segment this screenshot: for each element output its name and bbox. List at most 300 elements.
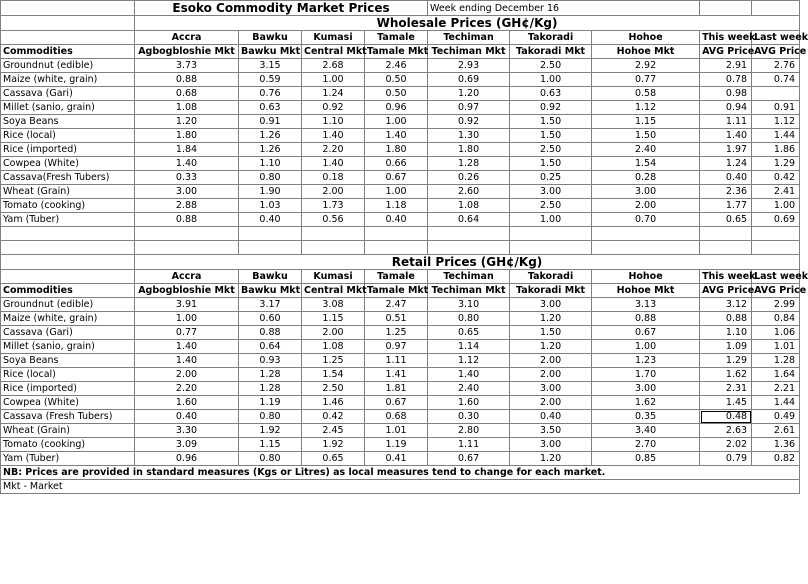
price-cell[interactable]: 0.88 [135,213,239,227]
price-cell[interactable]: 1.40 [135,157,239,171]
price-cell[interactable]: 0.92 [510,101,592,115]
price-cell[interactable]: 1.90 [239,185,302,199]
market-subheader[interactable]: Takoradi Mkt [510,45,592,59]
price-cell[interactable]: 1.00 [135,312,239,326]
price-cell[interactable]: 0.79 [700,452,752,466]
price-cell[interactable]: 2.88 [135,199,239,213]
market-subheader[interactable]: Techiman Mkt [428,284,510,298]
price-cell[interactable]: 0.67 [365,171,428,185]
cell[interactable] [239,241,302,255]
price-cell[interactable]: 1.28 [752,354,800,368]
price-cell[interactable]: 0.35 [592,410,700,424]
price-cell[interactable]: 0.51 [365,312,428,326]
price-cell[interactable]: 1.92 [239,424,302,438]
price-cell[interactable]: 0.67 [365,396,428,410]
price-cell[interactable]: 3.13 [592,298,700,312]
commodity-name[interactable]: Soya Beans [1,115,135,129]
market-header[interactable]: Techiman [428,31,510,45]
commodity-name[interactable]: Cassava(Fresh Tubers) [1,171,135,185]
market-header[interactable]: Hohoe [592,270,700,284]
price-cell[interactable]: 1.40 [302,129,365,143]
price-cell[interactable]: 1.19 [365,438,428,452]
price-cell[interactable]: 1.01 [365,424,428,438]
market-subheader[interactable]: Techiman Mkt [428,45,510,59]
market-header[interactable]: Techiman [428,270,510,284]
price-cell[interactable]: 2.41 [752,185,800,199]
cell[interactable] [1,16,135,31]
price-cell[interactable]: 0.26 [428,171,510,185]
commodity-name[interactable]: Tomato (cooking) [1,199,135,213]
cell[interactable] [510,241,592,255]
price-cell[interactable]: 3.17 [239,298,302,312]
price-cell[interactable]: 0.77 [592,73,700,87]
market-header[interactable]: Takoradi [510,270,592,284]
price-cell[interactable]: 1.08 [135,101,239,115]
price-cell[interactable]: 0.68 [135,87,239,101]
price-cell[interactable]: 0.42 [752,171,800,185]
commodity-name[interactable]: Cowpea (White) [1,396,135,410]
price-cell[interactable]: 0.49 [752,410,800,424]
price-cell[interactable]: 2.00 [510,396,592,410]
commodity-name[interactable]: Millet (sanio, grain) [1,340,135,354]
price-cell[interactable]: 0.18 [302,171,365,185]
price-cell[interactable]: 2.99 [752,298,800,312]
price-cell[interactable]: 0.70 [592,213,700,227]
price-cell[interactable]: 0.80 [239,171,302,185]
price-cell[interactable] [752,87,800,101]
price-cell[interactable]: 1.00 [365,185,428,199]
price-cell[interactable]: 0.50 [365,87,428,101]
price-cell[interactable]: 1.20 [510,312,592,326]
price-cell[interactable]: 2.70 [592,438,700,452]
price-cell[interactable]: 1.00 [510,73,592,87]
price-cell[interactable]: 0.40 [135,410,239,424]
price-cell[interactable]: 1.10 [239,157,302,171]
commodity-name[interactable]: Cassava (Gari) [1,326,135,340]
price-cell[interactable]: 1.12 [428,354,510,368]
price-cell[interactable]: 0.78 [700,73,752,87]
price-cell[interactable]: 2.00 [302,326,365,340]
price-cell[interactable]: 1.60 [428,396,510,410]
market-header[interactable]: Tamale [365,31,428,45]
price-cell[interactable]: 3.50 [510,424,592,438]
price-cell[interactable]: 3.15 [239,59,302,73]
price-cell[interactable]: 0.40 [239,213,302,227]
price-cell[interactable]: 0.63 [239,101,302,115]
market-header[interactable]: Bawku [239,31,302,45]
price-cell[interactable]: 1.50 [592,129,700,143]
abbreviation-note[interactable]: Mkt - Market [1,480,800,494]
price-cell[interactable]: 3.10 [428,298,510,312]
price-cell[interactable]: 3.30 [135,424,239,438]
commodity-name[interactable]: Cassava (Fresh Tubers) [1,410,135,424]
market-subheader[interactable]: Tamale Mkt [365,284,428,298]
footnote[interactable]: NB: Prices are provided in standard measures (Kgs or Litres) as local measures tend to change for each market. [1,466,800,480]
commodity-name[interactable]: Maize (white, grain) [1,312,135,326]
price-cell[interactable]: 1.54 [592,157,700,171]
price-cell[interactable]: 1.62 [700,368,752,382]
price-cell[interactable]: 2.50 [510,199,592,213]
cell[interactable] [700,227,752,241]
price-cell[interactable]: 2.21 [752,382,800,396]
price-cell[interactable]: 0.66 [365,157,428,171]
price-cell[interactable]: 1.23 [592,354,700,368]
market-header[interactable]: Kumasi [302,31,365,45]
price-cell[interactable]: 0.76 [239,87,302,101]
price-cell[interactable]: 0.60 [239,312,302,326]
market-subheader[interactable]: Central Mkt [302,45,365,59]
cell[interactable] [752,1,800,16]
market-header[interactable]: Takoradi [510,31,592,45]
market-subheader[interactable]: Bawku Mkt [239,45,302,59]
price-cell[interactable]: 1.80 [135,129,239,143]
cell[interactable] [1,255,135,270]
price-cell[interactable]: 1.80 [428,143,510,157]
price-cell[interactable]: 2.61 [752,424,800,438]
price-cell[interactable]: 1.20 [135,115,239,129]
price-cell[interactable]: 2.40 [592,143,700,157]
market-header[interactable]: Accra [135,31,239,45]
price-cell[interactable]: 2.00 [510,368,592,382]
commodity-name[interactable]: Rice (imported) [1,143,135,157]
price-cell[interactable]: 0.82 [752,452,800,466]
price-cell[interactable]: 3.00 [510,382,592,396]
commodity-name[interactable]: Wheat (Grain) [1,424,135,438]
price-cell[interactable]: 2.40 [428,382,510,396]
cell[interactable] [1,1,135,16]
cell[interactable] [1,241,135,255]
price-cell[interactable]: 3.40 [592,424,700,438]
price-cell[interactable]: 0.93 [239,354,302,368]
commodity-name[interactable]: Wheat (Grain) [1,185,135,199]
price-cell[interactable]: 0.40 [365,213,428,227]
price-cell[interactable]: 1.44 [752,129,800,143]
price-cell[interactable]: 0.28 [592,171,700,185]
price-cell[interactable]: 0.88 [592,312,700,326]
cell[interactable] [700,1,752,16]
price-cell[interactable]: 0.80 [239,410,302,424]
cell[interactable] [302,241,365,255]
price-cell[interactable]: 3.12 [700,298,752,312]
market-header[interactable]: Kumasi [302,270,365,284]
price-cell[interactable]: 1.64 [752,368,800,382]
price-cell[interactable]: 1.40 [365,129,428,143]
price-cell[interactable]: 3.00 [592,382,700,396]
price-cell[interactable]: 1.62 [592,396,700,410]
price-cell[interactable]: 1.03 [239,199,302,213]
retail-heading[interactable]: Retail Prices (GH¢/Kg) [135,255,800,270]
price-cell[interactable]: 0.48 [700,410,752,424]
price-cell[interactable]: 3.08 [302,298,365,312]
price-cell[interactable]: 0.65 [302,452,365,466]
price-cell[interactable]: 0.67 [592,326,700,340]
price-cell[interactable]: 1.70 [592,368,700,382]
price-cell[interactable]: 0.97 [365,340,428,354]
price-cell[interactable]: 0.50 [365,73,428,87]
market-header[interactable]: Last week [752,270,800,284]
price-cell[interactable]: 2.45 [302,424,365,438]
price-cell[interactable]: 2.20 [135,382,239,396]
price-cell[interactable]: 1.29 [752,157,800,171]
price-cell[interactable]: 1.28 [428,157,510,171]
cell[interactable] [1,227,135,241]
price-cell[interactable]: 0.33 [135,171,239,185]
market-subheader[interactable]: Bawku Mkt [239,284,302,298]
price-cell[interactable]: 2.60 [428,185,510,199]
price-cell[interactable]: 1.36 [752,438,800,452]
price-cell[interactable]: 0.80 [239,452,302,466]
price-cell[interactable]: 1.81 [365,382,428,396]
price-cell[interactable]: 2.91 [700,59,752,73]
price-cell[interactable]: 2.31 [700,382,752,396]
price-cell[interactable]: 3.00 [592,185,700,199]
price-cell[interactable]: 0.85 [592,452,700,466]
cell[interactable] [428,227,510,241]
price-cell[interactable]: 1.73 [302,199,365,213]
price-cell[interactable]: 1.08 [428,199,510,213]
price-cell[interactable]: 1.40 [135,340,239,354]
market-subheader[interactable]: Hohoe Mkt [592,45,700,59]
price-cell[interactable]: 2.47 [365,298,428,312]
price-cell[interactable]: 1.97 [700,143,752,157]
price-cell[interactable]: 1.54 [302,368,365,382]
sheet-title[interactable]: Esoko Commodity Market Prices [135,1,428,16]
commodity-name[interactable]: Groundnut (edible) [1,59,135,73]
price-cell[interactable]: 0.77 [135,326,239,340]
market-header[interactable]: Last week [752,31,800,45]
market-subheader[interactable]: Tamale Mkt [365,45,428,59]
market-header[interactable]: This week [700,270,752,284]
price-cell[interactable]: 3.09 [135,438,239,452]
market-header[interactable]: This week [700,31,752,45]
price-cell[interactable]: 1.10 [302,115,365,129]
price-cell[interactable]: 3.73 [135,59,239,73]
price-cell[interactable]: 1.45 [700,396,752,410]
price-cell[interactable]: 1.26 [239,129,302,143]
price-cell[interactable]: 0.30 [428,410,510,424]
price-cell[interactable]: 1.24 [302,87,365,101]
commodity-name[interactable]: Cowpea (White) [1,157,135,171]
commodity-name[interactable]: Groundnut (edible) [1,298,135,312]
cell[interactable] [135,241,239,255]
price-cell[interactable]: 1.10 [700,326,752,340]
price-cell[interactable]: 2.00 [592,199,700,213]
commodity-name[interactable]: Yam (Tuber) [1,452,135,466]
price-cell[interactable]: 1.30 [428,129,510,143]
price-cell[interactable]: 0.42 [302,410,365,424]
price-cell[interactable]: 0.40 [700,171,752,185]
price-cell[interactable]: 0.91 [239,115,302,129]
price-cell[interactable]: 1.50 [510,157,592,171]
price-cell[interactable]: 1.08 [302,340,365,354]
commodity-name[interactable]: Tomato (cooking) [1,438,135,452]
price-cell[interactable]: 1.15 [592,115,700,129]
commodity-name[interactable]: Rice (local) [1,129,135,143]
price-cell[interactable]: 0.65 [700,213,752,227]
price-cell[interactable]: 1.28 [239,368,302,382]
price-cell[interactable]: 2.63 [700,424,752,438]
price-cell[interactable]: 2.00 [135,368,239,382]
price-cell[interactable]: 1.44 [752,396,800,410]
price-cell[interactable]: 3.00 [135,185,239,199]
price-cell[interactable]: 3.00 [510,185,592,199]
market-subheader[interactable]: Takoradi Mkt [510,284,592,298]
price-cell[interactable]: 1.60 [135,396,239,410]
price-cell[interactable]: 0.58 [592,87,700,101]
price-cell[interactable]: 2.02 [700,438,752,452]
market-subheader[interactable]: AVG Price [752,284,800,298]
price-cell[interactable]: 0.92 [302,101,365,115]
commodity-name[interactable]: Rice (imported) [1,382,135,396]
price-cell[interactable]: 2.20 [302,143,365,157]
price-cell[interactable]: 0.64 [428,213,510,227]
price-cell[interactable]: 1.50 [510,115,592,129]
price-cell[interactable]: 0.41 [365,452,428,466]
price-cell[interactable]: 1.26 [239,143,302,157]
price-cell[interactable]: 1.15 [302,312,365,326]
price-cell[interactable]: 1.46 [302,396,365,410]
price-cell[interactable]: 1.40 [428,368,510,382]
price-cell[interactable]: 0.59 [239,73,302,87]
commodity-name[interactable]: Cassava (Gari) [1,87,135,101]
price-cell[interactable]: 1.12 [752,115,800,129]
week-label[interactable]: Week ending December 16 [428,1,700,16]
price-cell[interactable]: 2.50 [510,143,592,157]
price-cell[interactable]: 1.80 [365,143,428,157]
price-cell[interactable]: 2.93 [428,59,510,73]
price-cell[interactable]: 0.65 [428,326,510,340]
price-cell[interactable]: 1.11 [428,438,510,452]
price-cell[interactable]: 1.92 [302,438,365,452]
market-header[interactable]: Tamale [365,270,428,284]
market-subheader[interactable]: Hohoe Mkt [592,284,700,298]
price-cell[interactable]: 1.84 [135,143,239,157]
price-cell[interactable]: 0.68 [365,410,428,424]
price-cell[interactable]: 1.25 [365,326,428,340]
price-cell[interactable]: 1.15 [239,438,302,452]
price-cell[interactable]: 1.18 [365,199,428,213]
cell[interactable] [428,241,510,255]
price-cell[interactable]: 0.98 [700,87,752,101]
price-cell[interactable]: 0.80 [428,312,510,326]
price-cell[interactable]: 1.20 [510,340,592,354]
price-cell[interactable]: 1.00 [752,199,800,213]
market-subheader[interactable]: Central Mkt [302,284,365,298]
cell[interactable] [752,227,800,241]
price-cell[interactable]: 1.14 [428,340,510,354]
price-cell[interactable]: 0.64 [239,340,302,354]
commodity-name[interactable]: Rice (local) [1,368,135,382]
price-cell[interactable]: 1.41 [365,368,428,382]
commodity-name[interactable]: Maize (white, grain) [1,73,135,87]
price-cell[interactable]: 1.01 [752,340,800,354]
cell[interactable] [135,227,239,241]
price-cell[interactable]: 1.00 [510,213,592,227]
price-cell[interactable]: 1.40 [135,354,239,368]
market-header[interactable]: Hohoe [592,31,700,45]
market-subheader[interactable]: AVG Price [700,284,752,298]
price-cell[interactable]: 1.40 [700,129,752,143]
price-cell[interactable]: 0.94 [700,101,752,115]
commodity-name[interactable]: Millet (sanio, grain) [1,101,135,115]
commodity-name[interactable]: Soya Beans [1,354,135,368]
price-cell[interactable]: 1.20 [428,87,510,101]
market-header[interactable]: Accra [135,270,239,284]
price-cell[interactable]: 1.24 [700,157,752,171]
price-cell[interactable]: 1.28 [239,382,302,396]
price-cell[interactable]: 2.46 [365,59,428,73]
price-cell[interactable]: 2.92 [592,59,700,73]
price-cell[interactable]: 1.11 [365,354,428,368]
market-subheader[interactable]: AVG Price [700,45,752,59]
price-cell[interactable]: 1.00 [365,115,428,129]
cell[interactable] [592,227,700,241]
price-cell[interactable]: 1.20 [510,452,592,466]
price-cell[interactable]: 2.00 [510,354,592,368]
price-cell[interactable]: 2.76 [752,59,800,73]
price-cell[interactable]: 2.50 [302,382,365,396]
price-cell[interactable]: 0.25 [510,171,592,185]
price-cell[interactable]: 2.00 [302,185,365,199]
price-cell[interactable]: 0.74 [752,73,800,87]
price-cell[interactable]: 1.19 [239,396,302,410]
price-cell[interactable]: 2.36 [700,185,752,199]
market-subheader[interactable]: AVG Price [752,45,800,59]
price-cell[interactable]: 1.00 [302,73,365,87]
price-cell[interactable]: 0.63 [510,87,592,101]
cell[interactable] [365,241,428,255]
price-cell[interactable]: 1.86 [752,143,800,157]
price-cell[interactable]: 0.91 [752,101,800,115]
price-cell[interactable]: 0.69 [428,73,510,87]
cell[interactable] [752,241,800,255]
cell[interactable] [239,227,302,241]
price-cell[interactable]: 0.67 [428,452,510,466]
price-cell[interactable]: 0.84 [752,312,800,326]
price-cell[interactable]: 1.00 [592,340,700,354]
price-cell[interactable]: 1.06 [752,326,800,340]
cell[interactable] [1,270,135,284]
cell[interactable] [302,227,365,241]
market-header[interactable]: Bawku [239,270,302,284]
price-cell[interactable]: 0.96 [365,101,428,115]
price-cell[interactable]: 0.40 [510,410,592,424]
price-cell[interactable]: 1.50 [510,129,592,143]
price-cell[interactable]: 1.77 [700,199,752,213]
price-cell[interactable]: 0.92 [428,115,510,129]
price-cell[interactable]: 0.88 [700,312,752,326]
price-cell[interactable]: 0.88 [135,73,239,87]
market-subheader[interactable]: Agbogbloshie Mkt [135,284,239,298]
cell[interactable] [592,241,700,255]
price-cell[interactable]: 2.80 [428,424,510,438]
price-cell[interactable]: 1.12 [592,101,700,115]
price-cell[interactable]: 1.29 [700,354,752,368]
price-cell[interactable]: 1.50 [510,326,592,340]
commodities-header[interactable]: Commodities [1,45,135,59]
cell[interactable] [365,227,428,241]
price-cell[interactable]: 0.69 [752,213,800,227]
price-cell[interactable]: 1.25 [302,354,365,368]
cell[interactable] [700,241,752,255]
price-cell[interactable]: 2.68 [302,59,365,73]
commodities-header[interactable]: Commodities [1,284,135,298]
price-cell[interactable]: 3.00 [510,298,592,312]
price-cell[interactable]: 1.40 [302,157,365,171]
cell[interactable] [510,227,592,241]
commodity-name[interactable]: Yam (Tuber) [1,213,135,227]
price-cell[interactable]: 3.00 [510,438,592,452]
